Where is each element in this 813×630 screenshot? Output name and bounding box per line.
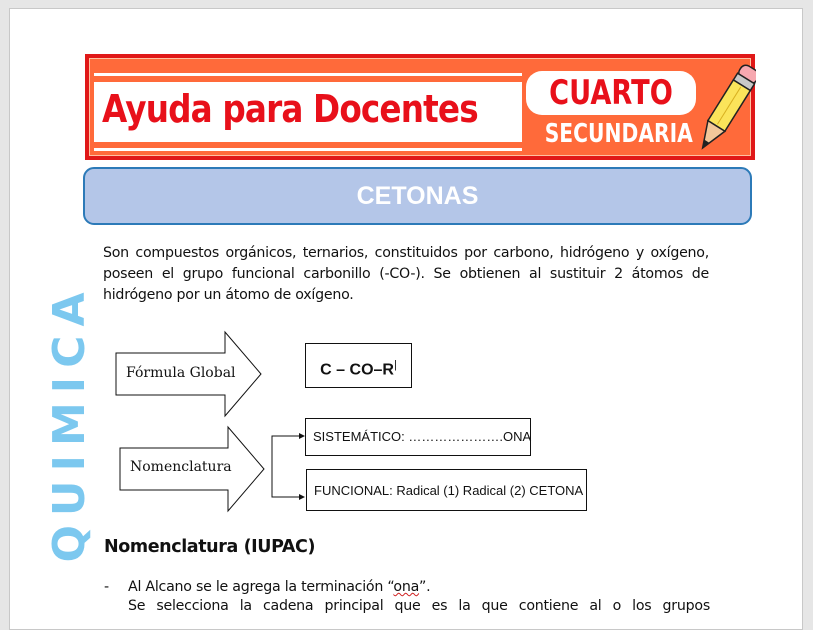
word: la <box>458 598 471 614</box>
bullet-text: Al Alcano se le agrega la terminación “ <box>128 579 394 595</box>
intro-paragraph: Son compuestos orgánicos, ternarios, constituidos por carbono, hidrógeno y oxígeno, poseen el grupo funcional carbonillo (-CO-). Se obtienen al sustituir 2 átomos de hidrógeno por un átomo de oxígeno. <box>103 245 709 303</box>
bullet-text-end: ”. <box>419 579 431 595</box>
formula-prime: | <box>393 359 397 371</box>
word: que <box>394 598 421 614</box>
word: los <box>632 598 652 614</box>
section-heading: Nomenclatura (IUPAC) <box>104 537 316 557</box>
formula-box <box>305 343 412 388</box>
level-label: SECUNDARIA <box>544 119 693 149</box>
connector-arrowhead-bottom <box>299 494 305 500</box>
nomenclature-arrow-label: Nomenclatura <box>130 459 232 475</box>
grade-label: CUARTO <box>549 73 673 113</box>
page-title: CETONAS <box>356 182 479 210</box>
side-subject-label: QUIMICA <box>44 283 95 563</box>
cutoff-line <box>128 598 710 614</box>
word: la <box>239 598 252 614</box>
word: Se <box>128 598 146 614</box>
formula-arrow-label: Fórmula Global <box>126 365 236 381</box>
word: cadena <box>262 598 314 614</box>
bracket-connector <box>272 436 299 497</box>
bullet-item <box>104 579 430 595</box>
spellcheck-flagged-word[interactable]: ona <box>393 579 420 595</box>
bullet-item-cutoff <box>128 598 710 614</box>
word: selecciona <box>156 598 229 614</box>
banner-title: Ayuda para Docentes <box>102 87 478 131</box>
word: al <box>589 598 602 614</box>
systematic-box: SISTEMÁTICO: ………………….ONA <box>305 418 531 456</box>
word: es <box>431 598 448 614</box>
bullet-dash: - <box>104 579 109 595</box>
word: o <box>612 598 622 614</box>
word: contiene <box>518 598 579 614</box>
word: grupos <box>662 598 710 614</box>
functional-box: FUNCIONAL: Radical (1) Radical (2) CETONA <box>306 469 587 511</box>
word: principal <box>324 598 384 614</box>
formula-text: C – CO–R <box>320 361 394 379</box>
word: que <box>481 598 508 614</box>
